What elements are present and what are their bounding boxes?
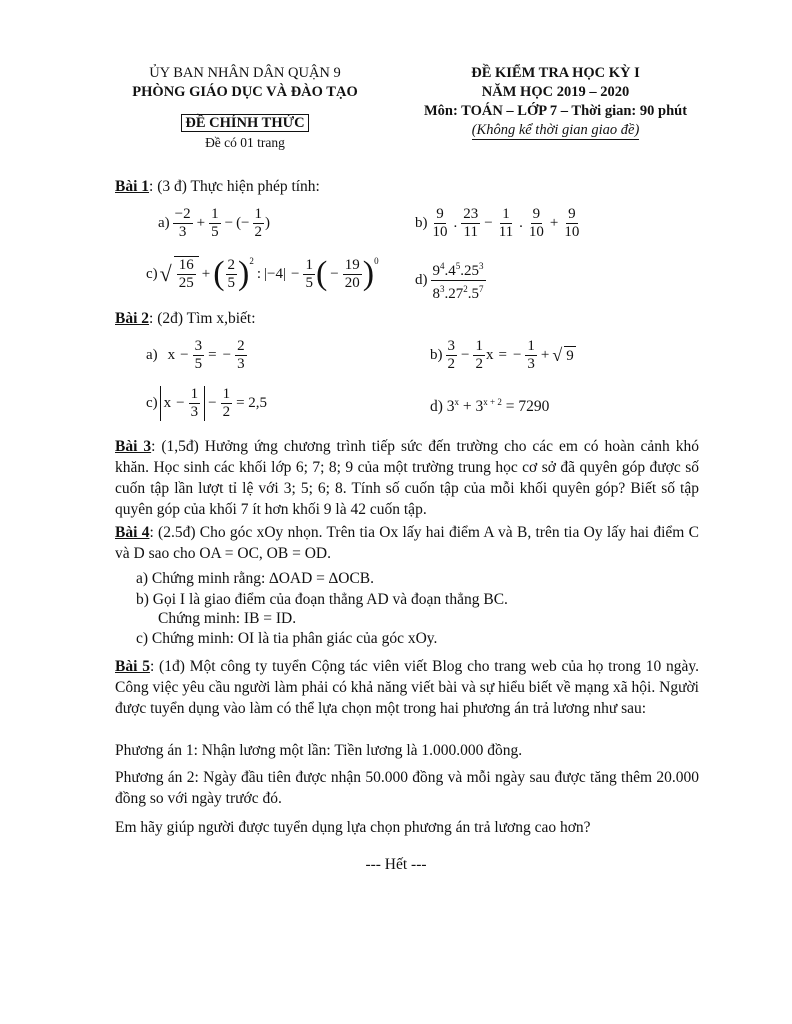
bai5-option2: Phương án 2: Ngày đầu tiên được nhận 50.000 đồng và mỗi ngày sau được tăng thêm 20.000 đồng so với ngày trước đó.	[115, 769, 699, 807]
bai4-label: Bài 4	[115, 524, 150, 541]
pages-note: Đề có 01 trang	[205, 135, 285, 150]
education-office: PHÒNG GIÁO DỤC VÀ ĐÀO TẠO	[132, 84, 358, 100]
bai1-label: Bài 1	[115, 178, 150, 195]
header-left	[110, 64, 380, 152]
bai1-c: c)√ $\frac{16}{25}$ +( $\frac{2}{5}$ )$^2$: |−4| − $\frac{1}{5}$ ( − $\frac{19}{20}$ )$^0$	[146, 255, 379, 292]
bai4-text: : (2.5đ) Cho góc xOy nhọn. Trên tia Ox lấy hai điểm A và B, trên tia Oy lấy hai điểm C và D sao cho OA = OC, OB = OD.	[115, 524, 699, 562]
bai3-text: : (1,5đ) Hưởng ứng chương trình tiếp sức đến trường cho các em có hoàn cảnh khó khăn. Học sinh các khối lớp 6; 7; 8; 9 của một trường trung học cơ sở đã quyên góp được số cuốn tập lần lượt tỉ lệ với 3; 5; 6; 8. Tính số cuốn tập của mỗi khối quyên góp? Biết số tập quyên góp của khối 7 ít hơn khối 9 là 42 cuốn tập.	[115, 438, 700, 518]
bai1-c-label: c)	[146, 265, 158, 282]
bai2-label: Bài 2	[115, 310, 150, 327]
bai5-text: : (1đ) Một công ty tuyển Cộng tác viên viết Blog cho trang web của họ trong 10 ngày. Công việc yêu cầu người làm phải có khả năng viết bài và sự hiểu biết về mạng xã hội. Người được tuyển dụng vào làm có thể lựa chọn một trong hai phương án trả lương như sau:	[115, 658, 699, 717]
bai4-a: a) Chứng minh rằng: ∆OAD = ∆OCB.	[136, 570, 375, 587]
bai2-d-mid: + 3	[459, 398, 484, 416]
bai5-label: Bài 5	[115, 658, 150, 675]
bai2-d-end: = 7290	[501, 398, 550, 416]
bai5-question: Em hãy giúp người được tuyển dụng lựa chọn phương án trả lương cao hơn?	[115, 819, 591, 836]
bai2-c-result: = 2,5	[236, 395, 268, 411]
bai2-b: b) $\frac{3}{2}$ − $\frac{1}{2}$ x = − $\frac{1}{3}$ + √ 9	[430, 338, 574, 372]
district-committee: ỦY BAN NHÂN DÂN QUẬN 9	[149, 65, 341, 81]
bai2-d-start: d) 3	[430, 398, 455, 416]
bai2-d: d) $3^x + 3^{x + 2} = 7290$	[430, 397, 550, 416]
bai1-b: b) $\frac{9}{10}$ . $\frac{23}{11}$ − $\frac{1}{11}$ . $\frac{9}{10}$ + $\frac{9}{10}$	[415, 206, 580, 240]
time-note: (Không kể thời gian giao đề)	[471, 122, 640, 138]
bai3	[115, 436, 699, 520]
school-year: NĂM HỌC 2019 – 2020	[481, 84, 630, 100]
bai1-b-label: b)	[415, 215, 428, 231]
bai2-c-label: c)	[146, 395, 158, 411]
bai2-c: c) x − $\frac{1}{3}$ − $\frac{1}{2}$ = 2,5	[146, 386, 268, 420]
bai4-b1: b) Gọi I là giao điểm của đoạn thẳng AD và đoạn thẳng BC.	[136, 591, 508, 608]
subject-line: Môn: TOÁN – LỚP 7 – Thời gian: 90 phút	[423, 103, 688, 119]
header-right	[398, 64, 713, 140]
bai1-d-label: d)	[415, 272, 428, 288]
bai2-a: a) x − $\frac{3}{5}$ = − $\frac{2}{3}$	[146, 338, 245, 372]
official-label: ĐỀ CHÍNH THỨC	[181, 114, 308, 132]
exam-title: ĐỀ KIỂM TRA HỌC KỲ I	[471, 65, 640, 81]
bai1-heading	[115, 178, 320, 196]
bai2-b-label: b)	[430, 347, 443, 363]
bai2-a-label: a)	[146, 347, 158, 363]
bai2-heading	[115, 310, 256, 328]
bai2-text: : (2đ) Tìm x,biết:	[149, 310, 256, 327]
bai5	[115, 656, 699, 719]
bai4-c: c) Chứng minh: OI là tia phân giác của góc xOy.	[136, 630, 438, 647]
bai1-d: d) $\frac{9^4.4^5.25^3}{8^3.27^2.5^7}$	[415, 258, 487, 303]
bai4	[115, 522, 699, 564]
bai1-a: a) $\frac{-2}{3}$ + $\frac{1}{5}$ − (− $\frac{1}{2}$ )	[158, 206, 271, 240]
end-marker: --- Hết ---	[365, 856, 427, 873]
bai1-text: : (3 đ) Thực hiện phép tính:	[149, 178, 320, 195]
bai4-b2: Chứng minh: IB = ID.	[158, 610, 297, 627]
bai1-a-label: a)	[158, 215, 170, 231]
bai5-option1: Phương án 1: Nhận lương một lần: Tiền lương là 1.000.000 đồng.	[115, 742, 523, 759]
bai3-label: Bài 3	[115, 438, 152, 455]
